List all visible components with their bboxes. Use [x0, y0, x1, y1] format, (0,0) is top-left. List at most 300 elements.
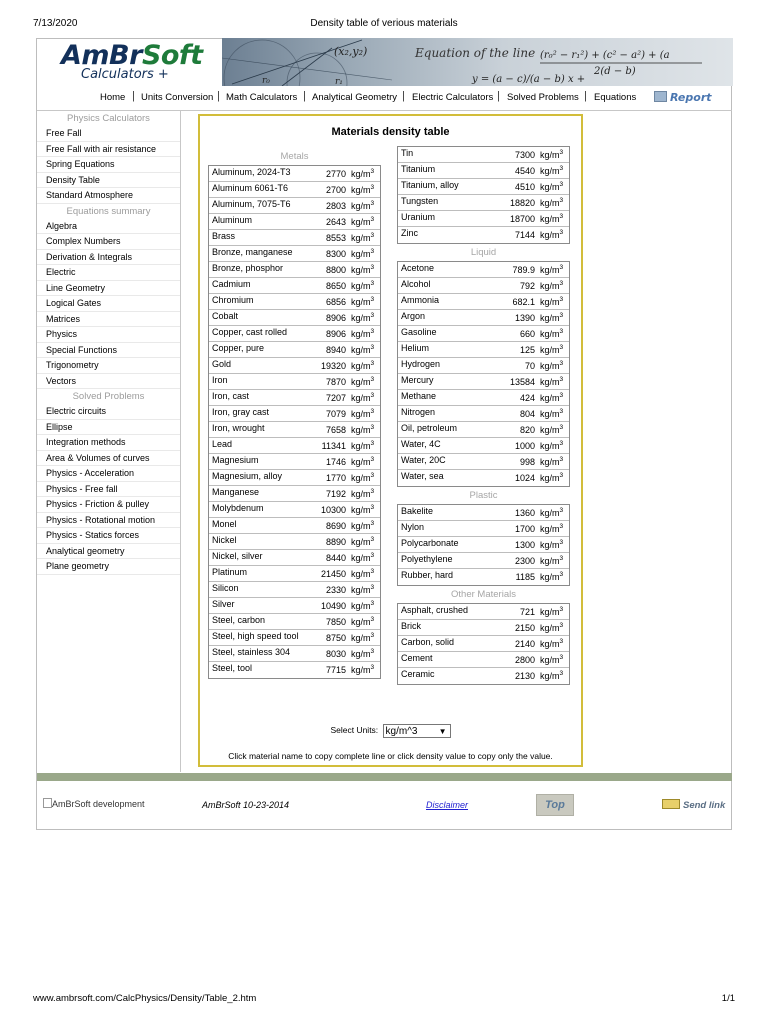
density-value[interactable]: 789.9	[512, 265, 535, 275]
material-name[interactable]: Tin	[401, 148, 414, 158]
density-value[interactable]: 8940	[325, 345, 346, 355]
density-value[interactable]: 998	[519, 457, 535, 467]
material-name[interactable]: Monel	[212, 519, 237, 529]
table-row	[209, 390, 380, 406]
table-row	[209, 566, 380, 582]
density-value[interactable]: 125	[519, 345, 535, 355]
sidebar-item[interactable]: Analytical geometry	[37, 544, 180, 560]
density-value[interactable]: 1024	[514, 473, 535, 483]
material-name[interactable]: Nickel	[212, 535, 237, 545]
print-url: www.ambrsoft.com/CalcPhysics/Density/Table_2.htm	[33, 993, 257, 1004]
table-section-heading: Other Materials	[451, 589, 516, 600]
density-value[interactable]: 792	[519, 281, 535, 291]
material-name[interactable]: Bronze, manganese	[212, 247, 293, 257]
table-row	[209, 502, 380, 518]
material-name[interactable]: Nitrogen	[401, 407, 436, 417]
sidebar-section-heading: Physics Calculators	[67, 113, 150, 124]
density-table-panel	[198, 114, 583, 767]
table-row	[398, 342, 569, 358]
density-unit: $kg/m^3$	[351, 440, 375, 451]
density-unit: $kg/m^3$	[351, 296, 375, 307]
density-unit: $kg/m^3$	[540, 360, 564, 371]
material-name[interactable]: Brick	[401, 621, 421, 631]
sidebar-item[interactable]: Area & Volumes of curves	[37, 451, 180, 467]
table-row	[398, 163, 569, 179]
density-value[interactable]: 8906	[325, 329, 346, 339]
density-unit: $kg/m^3$	[351, 648, 375, 659]
table-row	[398, 454, 569, 470]
material-name[interactable]: Steel, tool	[212, 663, 253, 673]
density-unit: $kg/m^3$	[540, 376, 564, 387]
sidebar-item[interactable]: Physics	[37, 327, 180, 343]
density-value[interactable]: 6856	[325, 297, 346, 307]
density-unit: $kg/m^3$	[351, 408, 375, 419]
table-row	[209, 374, 380, 390]
nav-separator: |	[132, 90, 135, 102]
density-unit: $kg/m^3$	[351, 312, 375, 323]
sidebar-section-heading: Equations summary	[66, 205, 151, 217]
material-name[interactable]: Gold	[212, 359, 232, 369]
report-button[interactable]: Report	[654, 91, 712, 104]
density-unit: $kg/m^3$	[351, 392, 375, 403]
density-value[interactable]: 4540	[514, 166, 535, 176]
material-name[interactable]: Brass	[212, 231, 236, 241]
material-name[interactable]: Ceramic	[401, 669, 435, 679]
nav-home[interactable]: Home	[100, 92, 126, 103]
material-name[interactable]: Acetone	[401, 263, 435, 273]
units-select[interactable]: kg/m^3 ▼	[383, 724, 451, 738]
material-name[interactable]: Tungsten	[401, 196, 439, 206]
material-name[interactable]: Nylon	[401, 522, 425, 532]
table-title: Materials density table	[331, 126, 450, 138]
material-group	[397, 504, 570, 586]
material-name[interactable]: Polyethylene	[401, 554, 453, 564]
units-selector	[200, 724, 581, 738]
table-row	[209, 358, 380, 374]
material-name[interactable]: Nickel, silver	[212, 551, 263, 561]
table-row	[209, 518, 380, 534]
material-name[interactable]: Bronze, phosphor	[212, 263, 284, 273]
material-group	[208, 165, 381, 679]
density-unit: $kg/m^3$	[351, 232, 375, 243]
density-value[interactable]: 7850	[325, 617, 346, 627]
density-unit: $kg/m^3$	[540, 440, 564, 451]
material-name[interactable]: Cadmium	[212, 279, 251, 289]
density-value[interactable]: 4510	[514, 182, 535, 192]
density-value[interactable]: 1746	[325, 457, 346, 467]
density-value[interactable]: 8030	[325, 649, 346, 659]
logo-subtitle: Calculators +	[81, 67, 169, 82]
nav-solved-problems[interactable]: Solved Problems	[507, 92, 579, 103]
density-value[interactable]: 8440	[325, 553, 346, 563]
density-unit: $kg/m^3$	[351, 552, 375, 563]
density-unit: $kg/m^3$	[540, 229, 564, 240]
table-row	[398, 668, 569, 684]
density-unit: $kg/m^3$	[351, 600, 375, 611]
table-row	[398, 652, 569, 668]
density-unit: $kg/m^3$	[540, 280, 564, 291]
density-value[interactable]: 8890	[325, 537, 346, 547]
density-unit: $kg/m^3$	[351, 184, 375, 195]
density-value[interactable]: 70	[524, 361, 535, 371]
table-row	[209, 198, 380, 214]
nav-separator: |	[217, 90, 220, 102]
footer-bar	[37, 773, 732, 781]
sidebar-item[interactable]: Matrices	[37, 312, 180, 328]
density-value[interactable]: 8650	[325, 281, 346, 291]
send-link-button[interactable]: Send link	[662, 799, 725, 811]
density-value[interactable]: 660	[519, 329, 535, 339]
table-row	[398, 262, 569, 278]
table-row	[398, 505, 569, 521]
density-value[interactable]: 18820	[509, 198, 535, 208]
density-value[interactable]: 21450	[320, 569, 346, 579]
density-value[interactable]: 8906	[325, 313, 346, 323]
material-name[interactable]: Lead	[212, 439, 233, 449]
density-unit: $kg/m^3$	[540, 312, 564, 323]
banner-point: (x₂,y₂)	[334, 45, 368, 58]
material-name[interactable]: Silver	[212, 599, 235, 609]
material-name[interactable]: Argon	[401, 311, 426, 321]
table-row	[209, 438, 380, 454]
table-row	[209, 630, 380, 646]
chevron-down-icon: ▼	[438, 727, 447, 736]
sidebar-item[interactable]: Physics - Statics forces	[37, 528, 180, 544]
table-row	[398, 195, 569, 211]
density-unit: $kg/m^3$	[351, 568, 375, 579]
density-value[interactable]: 8553	[325, 233, 346, 243]
table-row	[398, 179, 569, 195]
table-row	[209, 614, 380, 630]
density-unit: $kg/m^3$	[351, 200, 375, 211]
density-value[interactable]: 19320	[320, 361, 346, 371]
material-name[interactable]: Water, sea	[401, 471, 444, 481]
nav-separator: |	[584, 90, 587, 102]
density-value[interactable]: 1300	[514, 540, 535, 550]
material-name[interactable]: Ammonia	[401, 295, 440, 305]
material-name[interactable]: Titanium, alloy	[401, 180, 459, 190]
nav-separator: |	[402, 90, 405, 102]
density-unit: $kg/m^3$	[351, 456, 375, 467]
material-name[interactable]: Steel, high speed tool	[212, 631, 299, 641]
material-name[interactable]: Copper, cast rolled	[212, 327, 288, 337]
material-name[interactable]: Uranium	[401, 212, 436, 222]
material-name[interactable]: Alcohol	[401, 279, 431, 289]
sidebar-item[interactable]: Free Fall with air resistance	[37, 142, 180, 158]
sidebar-item[interactable]: Algebra	[37, 219, 180, 235]
nav-math-calculators[interactable]: Math Calculators	[226, 92, 298, 103]
envelope-icon	[662, 799, 680, 809]
table-row	[209, 182, 380, 198]
density-value[interactable]: 682.1	[512, 297, 535, 307]
sidebar-item[interactable]: Standard Atmosphere	[37, 188, 180, 204]
table-instructions: Click material name to copy complete line or click density value to copy only the value.	[228, 751, 553, 761]
material-name[interactable]: Iron, cast	[212, 391, 250, 401]
density-unit: $kg/m^3$	[540, 197, 564, 208]
sidebar-item[interactable]: Logical Gates	[37, 296, 180, 312]
material-name[interactable]: Carbon, solid	[401, 637, 455, 647]
density-unit: $kg/m^3$	[540, 213, 564, 224]
density-value[interactable]: 13584	[509, 377, 535, 387]
density-unit: $kg/m^3$	[540, 264, 564, 275]
table-row	[398, 521, 569, 537]
material-name[interactable]: Molybdenum	[212, 503, 264, 513]
density-value[interactable]: 7715	[325, 665, 346, 675]
density-unit: $kg/m^3$	[351, 504, 375, 515]
density-unit: $kg/m^3$	[540, 424, 564, 435]
material-name[interactable]: Titanium	[401, 164, 436, 174]
development-image: AmBrSoft development	[43, 798, 145, 809]
table-row	[209, 646, 380, 662]
sidebar-item[interactable]: Physics - Free fall	[37, 482, 180, 498]
table-row	[398, 406, 569, 422]
density-unit: $kg/m^3$	[540, 654, 564, 665]
density-unit: $kg/m^3$	[540, 328, 564, 339]
density-value[interactable]: 2643	[325, 217, 346, 227]
table-row	[209, 326, 380, 342]
density-value[interactable]: 1000	[514, 441, 535, 451]
table-row	[398, 147, 569, 163]
footer	[37, 781, 732, 829]
density-value[interactable]: 7658	[325, 425, 346, 435]
sidebar-item[interactable]: Spring Equations	[37, 157, 180, 173]
density-value[interactable]: 2150	[514, 623, 535, 633]
material-name[interactable]: Iron, wrought	[212, 423, 265, 433]
sidebar-item[interactable]: Physics - Rotational motion	[37, 513, 180, 529]
material-name[interactable]: Steel, carbon	[212, 615, 266, 625]
logo-text: AmBrSoft	[61, 40, 203, 71]
table-row	[398, 310, 569, 326]
table-row	[398, 422, 569, 438]
material-group	[397, 146, 570, 244]
material-name[interactable]: Iron	[212, 375, 228, 385]
density-value[interactable]: 8690	[325, 521, 346, 531]
material-name[interactable]: Bakelite	[401, 506, 434, 516]
density-unit: $kg/m^3$	[351, 584, 375, 595]
density-value[interactable]: 10490	[320, 601, 346, 611]
density-value[interactable]: 2803	[325, 201, 346, 211]
print-date: 7/13/2020	[33, 18, 78, 29]
table-row	[209, 294, 380, 310]
material-group	[397, 261, 570, 487]
banner-graphic	[222, 38, 733, 86]
material-name[interactable]: Platinum	[212, 567, 248, 577]
density-value[interactable]: 2330	[325, 585, 346, 595]
table-row	[398, 374, 569, 390]
density-unit: $kg/m^3$	[540, 165, 564, 176]
table-row	[398, 470, 569, 486]
density-value[interactable]: 2130	[514, 671, 535, 681]
density-value[interactable]: 7192	[325, 489, 346, 499]
sidebar-item[interactable]: Electric	[37, 265, 180, 281]
material-name[interactable]: Copper, pure	[212, 343, 265, 353]
banner-eq-3: 2(d − b)	[594, 66, 636, 77]
table-section-heading: Liquid	[470, 247, 497, 258]
density-unit: $kg/m^3$	[351, 664, 375, 675]
density-value[interactable]: 1185	[515, 572, 535, 582]
density-value[interactable]: 721	[519, 607, 535, 617]
density-value[interactable]: 18700	[509, 214, 535, 224]
density-value[interactable]: 820	[519, 425, 535, 435]
sidebar-item[interactable]: Special Functions	[37, 343, 180, 359]
material-name[interactable]: Mercury	[401, 375, 434, 385]
density-value[interactable]: 8800	[325, 265, 346, 275]
table-row	[209, 534, 380, 550]
density-value[interactable]: 8300	[325, 249, 346, 259]
sidebar-item[interactable]: Density Table	[37, 173, 180, 189]
right-column	[397, 146, 570, 685]
banner-eq-1: y = (a − c)/(a − b) x +	[472, 74, 586, 85]
table-row	[209, 278, 380, 294]
material-name[interactable]: Methane	[401, 391, 437, 401]
sidebar-item[interactable]: Free Fall	[37, 126, 180, 142]
table-row	[209, 470, 380, 486]
material-name[interactable]: Silicon	[212, 583, 239, 593]
top-button[interactable]: Top	[536, 794, 574, 816]
density-unit: $kg/m^3$	[351, 168, 375, 179]
density-unit: $kg/m^3$	[351, 376, 375, 387]
top-navigation	[37, 88, 732, 111]
density-value[interactable]: 2300	[514, 556, 535, 566]
density-unit: $kg/m^3$	[540, 392, 564, 403]
density-value[interactable]: 1360	[514, 508, 535, 518]
density-unit: $kg/m^3$	[351, 488, 375, 499]
material-name[interactable]: Asphalt, crushed	[401, 605, 469, 615]
density-unit: $kg/m^3$	[540, 670, 564, 681]
sidebar-item[interactable]: Ellipse	[37, 420, 180, 436]
density-value[interactable]: 11341	[321, 441, 346, 451]
material-name[interactable]: Magnesium	[212, 455, 259, 465]
density-value[interactable]: 7300	[514, 150, 535, 160]
table-row	[209, 406, 380, 422]
nav-units-conversion[interactable]: Units Conversion	[141, 92, 214, 103]
material-name[interactable]: Magnesium, alloy	[212, 471, 283, 481]
units-label: Select Units:	[330, 725, 379, 736]
table-row	[209, 454, 380, 470]
nav-electric-calculators[interactable]: Electric Calculators	[412, 92, 494, 103]
density-unit: $kg/m^3$	[351, 616, 375, 627]
density-value[interactable]: 424	[519, 393, 535, 403]
material-name[interactable]: Zinc	[401, 228, 419, 238]
material-name[interactable]: Cobalt	[212, 311, 239, 321]
material-name[interactable]: Steel, stainless 304	[212, 647, 291, 657]
density-value[interactable]: 1390	[514, 313, 535, 323]
sidebar-item[interactable]: Physics - Friction & pulley	[37, 497, 180, 513]
banner-eq-2: (r₀² − r₁²) + (c² − a²) + (a	[540, 50, 670, 61]
material-group	[397, 603, 570, 685]
density-unit: $kg/m^3$	[351, 520, 375, 531]
density-unit: $kg/m^3$	[540, 606, 564, 617]
material-name[interactable]: Aluminum 6061-T6	[212, 183, 289, 193]
density-value[interactable]: 2140	[514, 639, 535, 649]
density-unit: $kg/m^3$	[540, 638, 564, 649]
material-name[interactable]: Iron, gray cast	[212, 407, 270, 417]
density-value[interactable]: 804	[519, 409, 535, 419]
density-unit: $kg/m^3$	[540, 539, 564, 550]
sidebar-item[interactable]: Plane geometry	[37, 559, 180, 575]
density-value[interactable]: 1700	[514, 524, 535, 534]
sidebar-item[interactable]: Vectors	[37, 374, 180, 390]
material-name[interactable]: Aluminum, 2024-T3	[212, 167, 291, 177]
material-name[interactable]: Gasoline	[401, 327, 437, 337]
material-name[interactable]: Chromium	[212, 295, 254, 305]
banner-eq-title: Equation of the line	[415, 46, 536, 60]
density-unit: $kg/m^3$	[351, 360, 375, 371]
table-row	[398, 390, 569, 406]
sidebar-item[interactable]: Line Geometry	[37, 281, 180, 297]
material-name[interactable]: Polycarbonate	[401, 538, 459, 548]
density-value[interactable]: 7144	[514, 230, 535, 240]
density-value[interactable]: 10300	[320, 505, 346, 515]
density-unit: $kg/m^3$	[351, 424, 375, 435]
sidebar-item[interactable]: Electric circuits	[37, 404, 180, 420]
material-name[interactable]: Aluminum	[212, 215, 253, 225]
material-name[interactable]: Manganese	[212, 487, 260, 497]
table-row	[398, 438, 569, 454]
density-value[interactable]: 2770	[325, 169, 346, 179]
density-unit: $kg/m^3$	[540, 344, 564, 355]
table-row	[398, 211, 569, 227]
density-unit: $kg/m^3$	[351, 328, 375, 339]
material-name[interactable]: Cement	[401, 653, 433, 663]
density-value[interactable]: 7870	[325, 377, 346, 387]
table-row	[398, 278, 569, 294]
material-name[interactable]: Water, 4C	[401, 439, 441, 449]
table-row	[398, 636, 569, 652]
table-section-heading: Plastic	[469, 490, 498, 501]
density-unit: $kg/m^3$	[351, 248, 375, 259]
table-row	[209, 422, 380, 438]
disclaimer-link[interactable]: Disclaimer	[426, 800, 469, 810]
header-banner	[222, 38, 733, 86]
density-unit: $kg/m^3$	[540, 555, 564, 566]
density-value[interactable]: 2700	[325, 185, 346, 195]
table-row	[398, 227, 569, 243]
nav-equations[interactable]: Equations	[594, 92, 637, 103]
material-name[interactable]: Aluminum, 7075-T6	[212, 199, 291, 209]
left-column	[208, 148, 381, 679]
sidebar-item[interactable]: Complex Numbers	[37, 234, 180, 250]
density-unit: $kg/m^3$	[540, 472, 564, 483]
density-value[interactable]: 1770	[325, 473, 346, 483]
site-logo[interactable]	[40, 38, 222, 88]
density-unit: $kg/m^3$	[540, 523, 564, 534]
sidebar-item[interactable]: Trigonometry	[37, 358, 180, 374]
material-name[interactable]: Hydrogen	[401, 359, 441, 369]
density-value[interactable]: 7079	[325, 409, 346, 419]
material-name[interactable]: Water, 20C	[401, 455, 446, 465]
material-name[interactable]: Oil, petroleum	[401, 423, 458, 433]
table-row	[209, 598, 380, 614]
density-value[interactable]: 2800	[514, 655, 535, 665]
density-unit: $kg/m^3$	[351, 536, 375, 547]
density-unit: $kg/m^3$	[351, 264, 375, 275]
sidebar-item[interactable]: Integration methods	[37, 435, 180, 451]
density-value[interactable]: 8750	[325, 633, 346, 643]
density-unit: $kg/m^3$	[540, 622, 564, 633]
nav-analytical-geometry[interactable]: Analytical Geometry	[312, 92, 398, 103]
sidebar-item[interactable]: Physics - Acceleration	[37, 466, 180, 482]
density-value[interactable]: 7207	[325, 393, 346, 403]
sidebar-item[interactable]: Derivation & Integrals	[37, 250, 180, 266]
material-name[interactable]: Rubber, hard	[401, 570, 454, 580]
table-row	[398, 358, 569, 374]
table-row	[398, 604, 569, 620]
table-row	[209, 486, 380, 502]
material-name[interactable]: Helium	[401, 343, 430, 353]
print-page-number: 1/1	[721, 993, 735, 1004]
table-row	[398, 326, 569, 342]
